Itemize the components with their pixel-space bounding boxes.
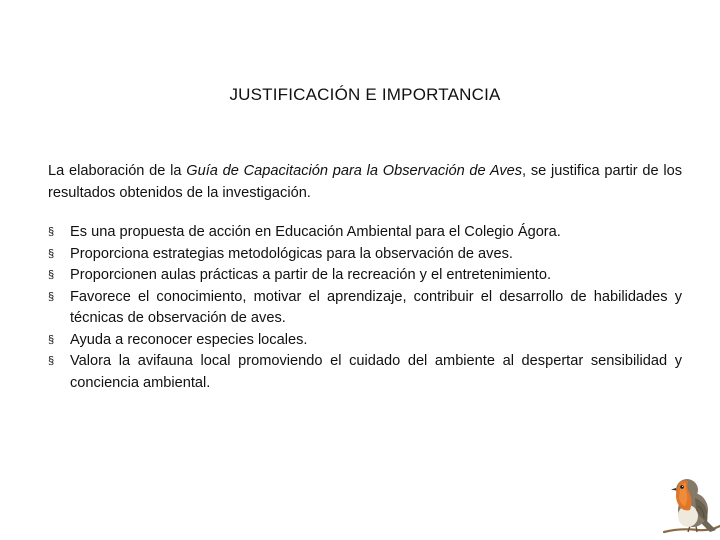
list-item [48, 265, 682, 287]
list-item [48, 351, 682, 394]
list-item [48, 287, 682, 330]
intro-paragraph [48, 161, 682, 204]
list-item [48, 330, 682, 352]
intro-text-before: La elaboración de la [48, 163, 187, 179]
list-item-text: Es una propuesta de acción en Educación Ambiental para el Colegio Ágora. [70, 224, 561, 240]
page-title: JUSTIFICACIÓN E IMPORTANCIA [229, 85, 501, 104]
bullet-icon: § [48, 355, 55, 367]
bullet-icon: § [48, 290, 55, 303]
robin-bird-icon [660, 470, 720, 540]
list-item-text: Favorece el conocimiento, motivar el aprendizaje, contribuir el desarrollo de habilidades y técnicas de observación de aves. [70, 288, 682, 326]
bullet-icon: § [48, 269, 55, 281]
intro-text-after: , se justifica partir de los resultados obtenidos de la investigación. [48, 163, 682, 201]
list-item [48, 222, 682, 244]
bullet-icon: § [48, 247, 55, 260]
list-item-text: Proporcionen aulas prácticas a partir de la recreación y el entretenimiento. [70, 267, 552, 283]
justification-list [48, 222, 682, 394]
list-item-text: Valora la avifauna local promoviendo el cuidado del ambiente al despertar sensibilidad y conciencia ambiental. [70, 353, 682, 391]
list-item-text: Proporciona estrategias metodológicas para la observación de aves. [70, 245, 513, 262]
list-item-text: Ayuda a reconocer especies locales. [70, 331, 308, 348]
list-item [48, 244, 682, 266]
bullet-icon: § [48, 226, 55, 238]
bullet-icon: § [48, 333, 55, 346]
intro-guide-title: Guía de Capacitación para la Observación de Aves [186, 163, 523, 179]
